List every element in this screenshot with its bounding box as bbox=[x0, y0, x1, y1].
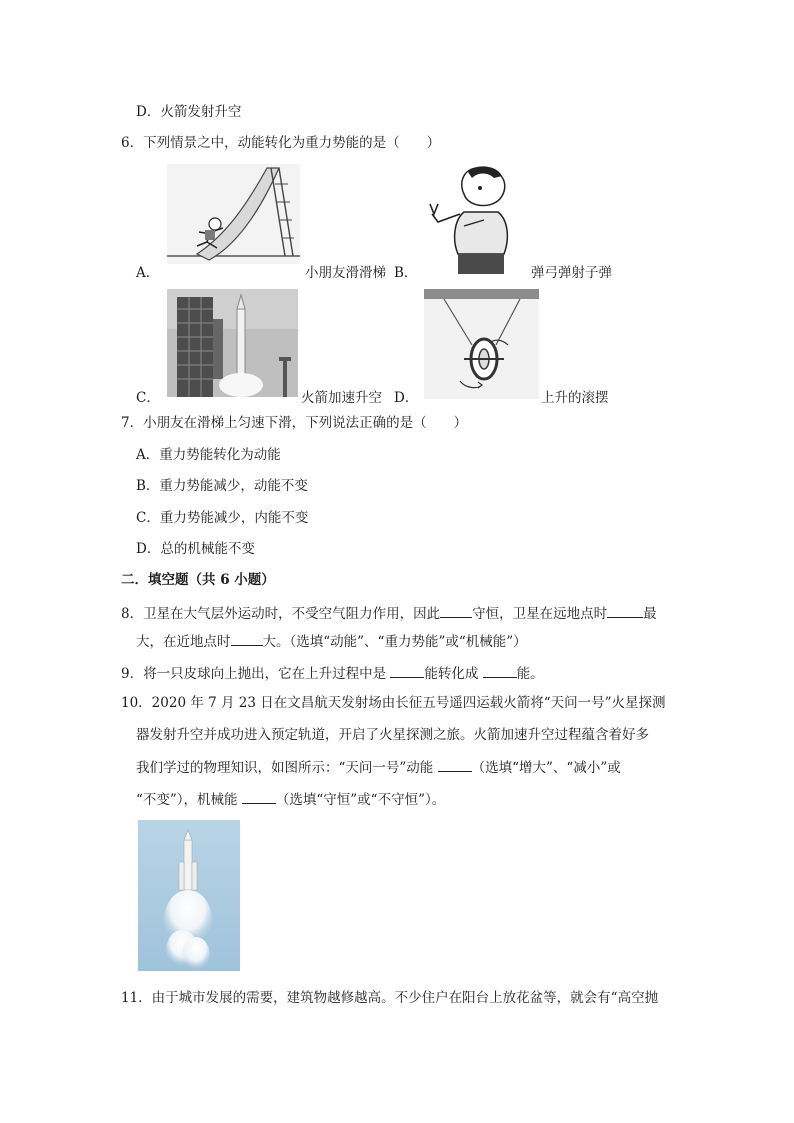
q10-line3 bbox=[136, 757, 621, 777]
q8-text: 大，在近地点时 bbox=[136, 634, 231, 650]
q11-line1: 11．由于城市发展的需要，建筑物越修越高。不少住户在阳台上放花盆等，就会有“高空抛 bbox=[121, 990, 659, 1006]
q6-option-b-letter: B． bbox=[394, 265, 418, 281]
q6-option-c-text: 火箭加速升空 bbox=[301, 390, 382, 406]
q7-option-c: C．重力势能减少，内能不变 bbox=[136, 510, 309, 526]
q9-text: 能。 bbox=[516, 666, 544, 682]
q5-option-d: D．火箭发射升空 bbox=[136, 104, 242, 120]
q7-stem: 7．小朋友在滑梯上匀速下滑，下列说法正确的是（ ） bbox=[121, 415, 468, 431]
q6-option-a-text: 小朋友滑滑梯 bbox=[305, 265, 386, 281]
q7-option-d: D．总的机械能不变 bbox=[136, 541, 255, 557]
q10-text: （选填“守恒”或“不守恒”）。 bbox=[275, 792, 446, 808]
q8-text: 最 bbox=[643, 606, 657, 622]
q10-line2: 器发射升空并成功进入预定轨道，开启了火星探测之旅。火箭加速升空过程蕴含着好多 bbox=[136, 727, 649, 743]
q6-stem: 6．下列情景之中，动能转化为重力势能的是（ ） bbox=[121, 135, 441, 151]
q8-text: 大。（选填“动能”、“重力势能”或“机械能”） bbox=[262, 634, 527, 650]
rocket-launch-tower-picture bbox=[167, 289, 298, 397]
q6-option-a-letter: A． bbox=[136, 265, 160, 281]
q9-text: 能转化成 bbox=[424, 666, 483, 682]
q9-text: 9．将一只皮球向上抛出，它在上升过程中是 bbox=[121, 666, 391, 682]
q8-blank-3[interactable] bbox=[231, 631, 263, 646]
q9-blank-2[interactable] bbox=[483, 663, 517, 678]
maxwell-wheel-picture bbox=[424, 289, 539, 399]
q9-line bbox=[121, 663, 544, 683]
q7-option-b: B．重力势能减少，动能不变 bbox=[136, 478, 308, 494]
q8-line1 bbox=[121, 603, 657, 623]
q10-text: （选填“增大”、“减小”或 bbox=[471, 760, 621, 776]
q10-line1: 10．2020 年 7 月 23 日在文昌航天发射场由长征五号遥四运载火箭将“天问一号”火星探测 bbox=[121, 695, 666, 711]
q6-option-c-letter: C． bbox=[136, 390, 160, 406]
slingshot-boy-picture bbox=[424, 164, 529, 274]
q8-blank-1[interactable] bbox=[440, 603, 472, 618]
q8-blank-2[interactable] bbox=[607, 603, 643, 618]
q10-blank-1[interactable] bbox=[438, 757, 472, 772]
q10-blank-2[interactable] bbox=[242, 789, 276, 804]
q9-blank-1[interactable] bbox=[390, 663, 424, 678]
q6-option-d-text: 上升的滚摆 bbox=[541, 390, 609, 406]
q7-option-a: A．重力势能转化为动能 bbox=[136, 447, 281, 463]
q8-line2 bbox=[136, 631, 527, 651]
q8-text: 守恒，卫星在远地点时 bbox=[472, 606, 608, 622]
slide-picture bbox=[167, 164, 300, 264]
section-fill-in-title: 二．填空题（共 6 小题） bbox=[121, 572, 275, 588]
q6-option-d-letter: D． bbox=[394, 390, 419, 406]
q10-text: 我们学过的物理知识，如图所示：“天问一号”动能 bbox=[136, 760, 438, 776]
q10-line4 bbox=[136, 789, 445, 809]
q6-option-b-text: 弹弓弹射子弹 bbox=[531, 265, 612, 281]
q8-text: 8．卫星在大气层外运动时，不受空气阻力作用，因此 bbox=[121, 606, 441, 622]
tianwen-rocket-picture bbox=[138, 820, 240, 971]
q10-text: “不变”），机械能 bbox=[136, 792, 242, 808]
